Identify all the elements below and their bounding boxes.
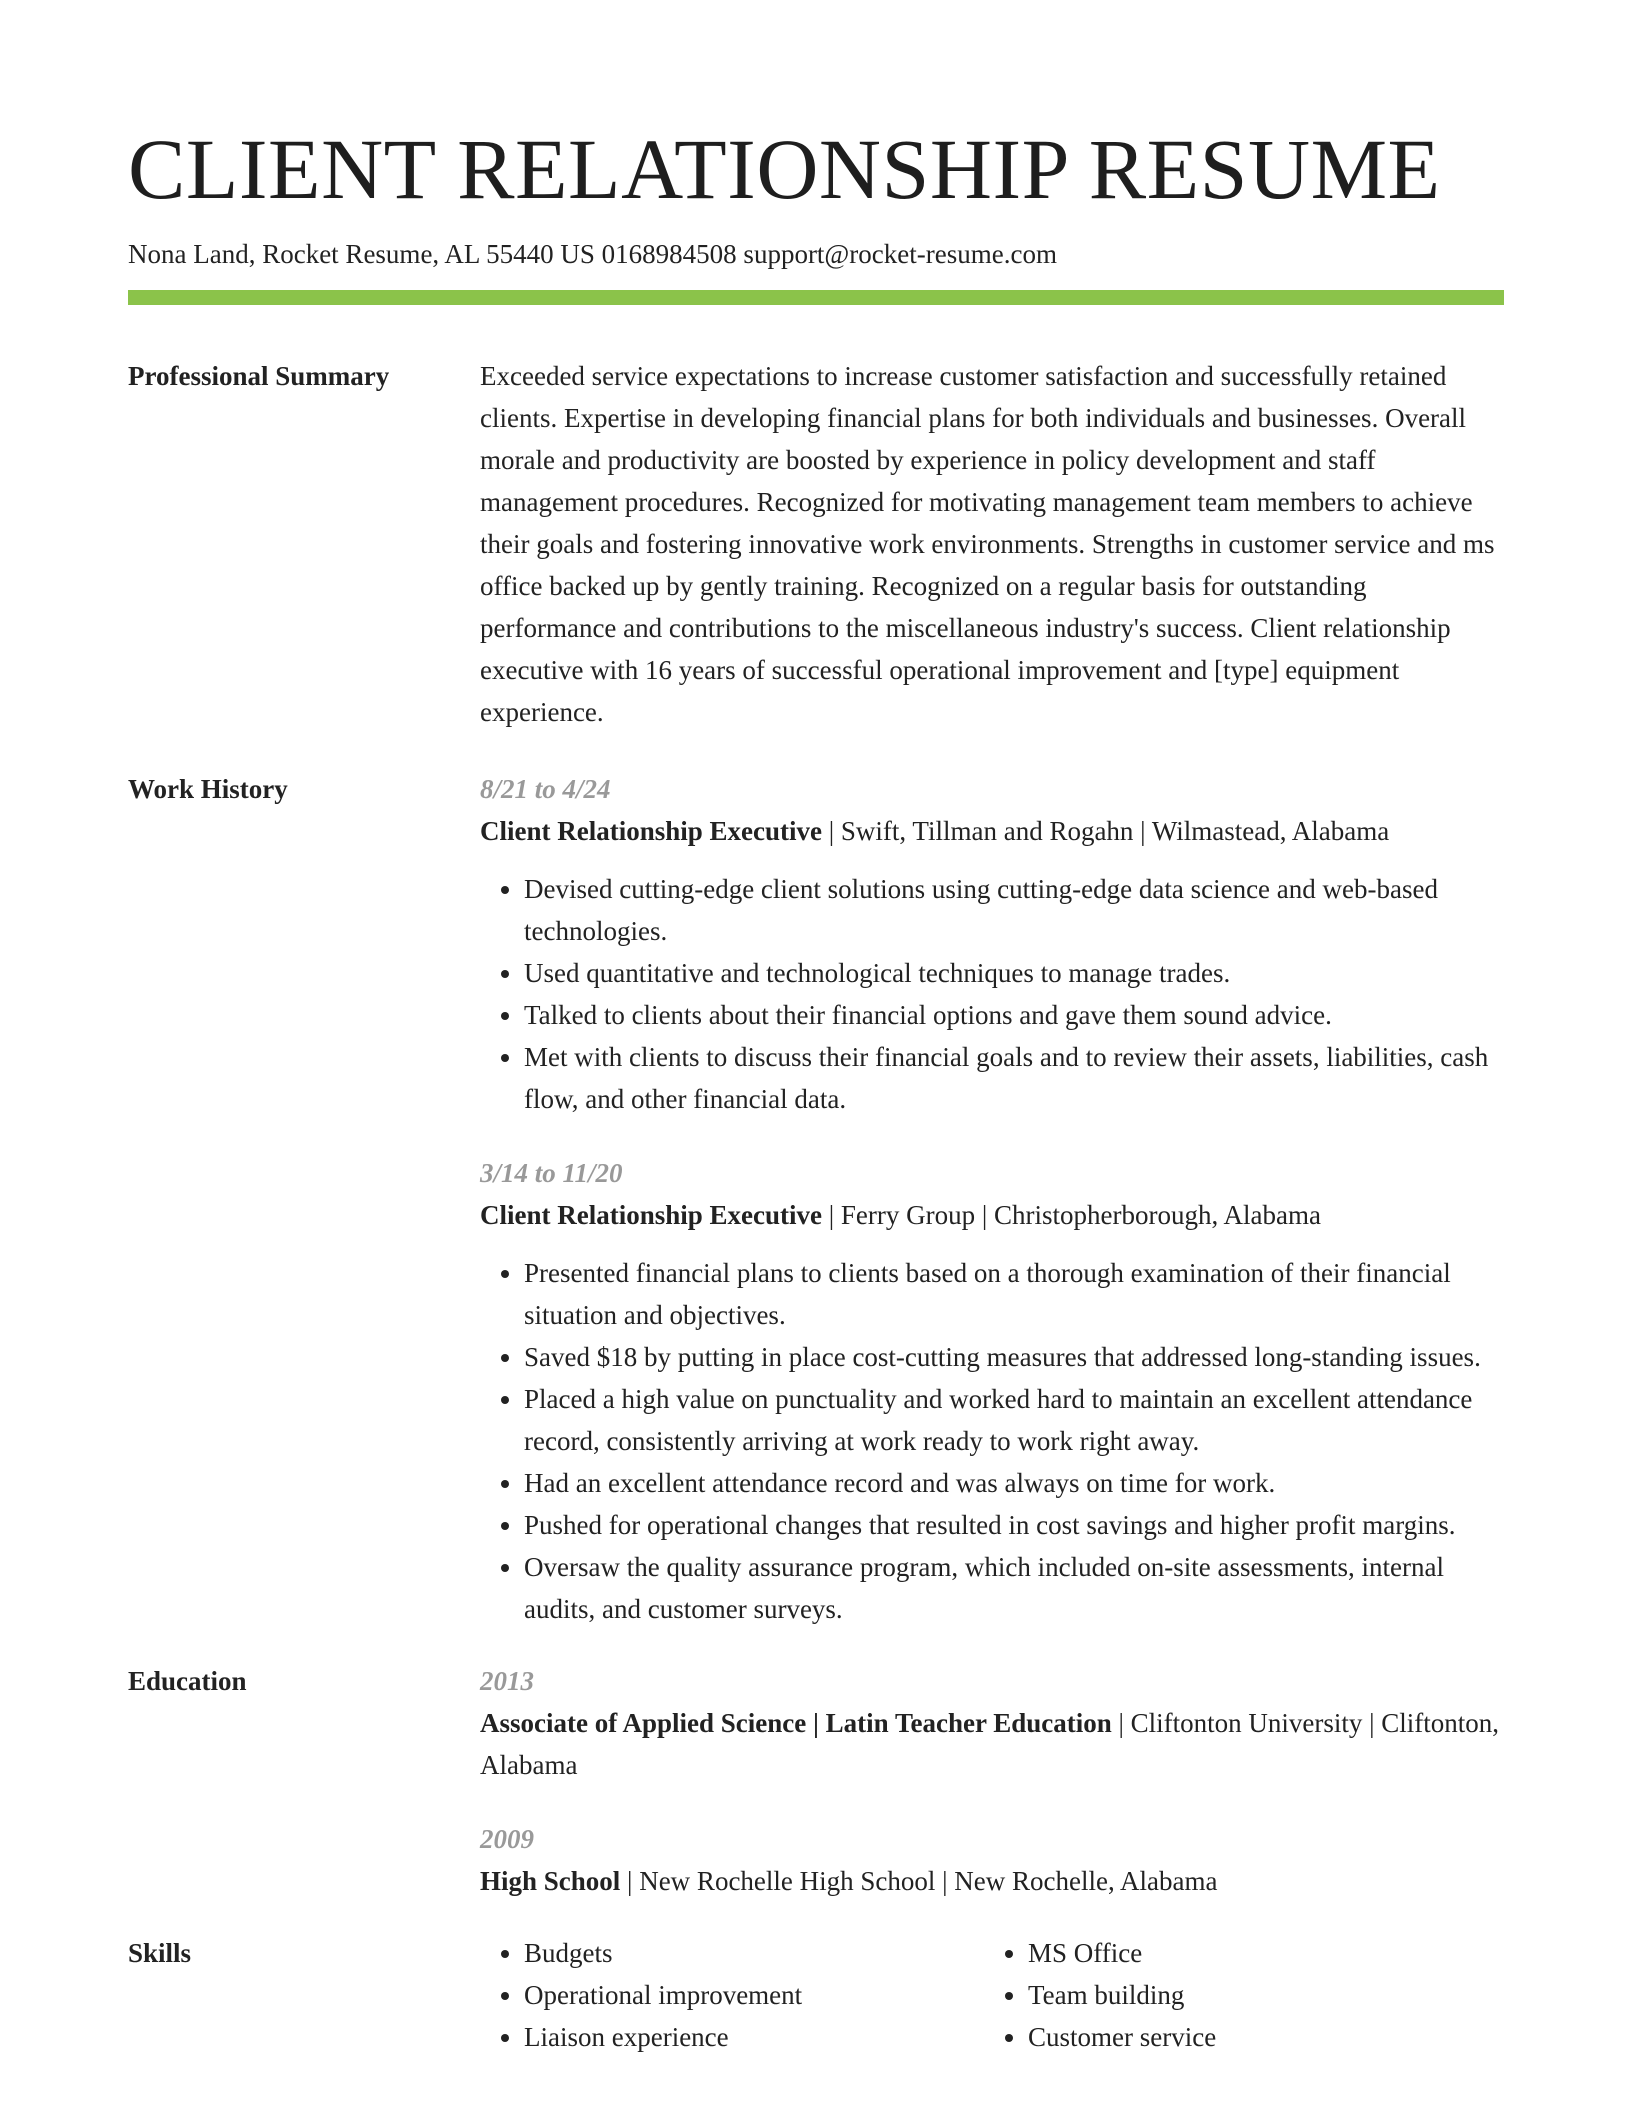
work-history-section: [128, 768, 1504, 1630]
skills-label: Skills: [128, 1938, 192, 1969]
job-bullets: [480, 1252, 1504, 1630]
job-entry: [480, 1152, 1504, 1630]
education-details: | New Rochelle High School | New Rochelle, Alabama: [620, 1866, 1218, 1897]
list-item: • Met with clients to discuss their financial goals and to review their assets, liabilities, cash flow, and other financial data.: [524, 1036, 1504, 1120]
list-item: • Budgets: [524, 1932, 984, 1974]
skills-section: [128, 1932, 1504, 2058]
list-item: • Talked to clients about their financial options and gave them sound advice.: [524, 994, 1504, 1036]
list-item: • Used quantitative and technological techniques to manage trades.: [524, 952, 1504, 994]
skills-list-right: [984, 1932, 1488, 2058]
education-line: [480, 1702, 1504, 1786]
skills-list-left: [480, 1932, 984, 2058]
education-year: 2009: [480, 1824, 534, 1855]
list-item: • Liaison experience: [524, 2016, 984, 2058]
list-item: • Customer service: [1028, 2016, 1488, 2058]
summary-text: Exceeded service expectations to increase customer satisfaction and successfully retained clients. Expertise in developing financial plans for both individuals and businesses. Overall morale and productivity are boosted by experience in policy development and staff management procedures. Recognized for motivating management team members to achieve their goals and fostering innovative work environments. Strengths in customer service and ms office backed up by gently training. Recognized on a regular basis for outstanding performance and contributions to the miscellaneous industry's success. Client relationship executive with 16 years of successful operational improvement and [type] equipment experience.: [480, 361, 1495, 728]
job-title-line: [480, 810, 1504, 852]
education-year: 2013: [480, 1666, 534, 1697]
education-entry: [480, 1818, 1504, 1902]
job-role: Client Relationship Executive: [480, 816, 822, 847]
list-item: • MS Office: [1028, 1932, 1488, 1974]
list-item: • Had an excellent attendance record and was always on time for work.: [524, 1462, 1504, 1504]
skills-grid: [480, 1932, 1504, 2058]
job-bullets: [480, 868, 1504, 1120]
list-item: • Team building: [1028, 1974, 1488, 2016]
list-item: • Pushed for operational changes that resulted in cost savings and higher profit margins.: [524, 1504, 1504, 1546]
education-degree: High School: [480, 1866, 621, 1897]
list-item: • Devised cutting-edge client solutions using cutting-edge data science and web-based technologies.: [524, 868, 1504, 952]
education-details: | Cliftonton University | Cliftonton, Alabama: [480, 1708, 1500, 1781]
job-dates: 3/14 to 11/20: [480, 1158, 623, 1189]
job-details: | Ferry Group | Christopherborough, Alabama: [822, 1200, 1321, 1231]
header-divider: [128, 290, 1504, 305]
resume-page: [128, 0, 1504, 2058]
contact-line: Nona Land, Rocket Resume, AL 55440 US 0168984508 support@rocket-resume.com: [128, 239, 1057, 269]
list-item: • Presented financial plans to clients based on a thorough examination of their financial situation and objectives.: [524, 1252, 1504, 1336]
list-item: • Oversaw the quality assurance program, which included on-site assessments, internal audits, and customer surveys.: [524, 1546, 1504, 1630]
job-title-line: [480, 1194, 1504, 1236]
job-details: | Swift, Tillman and Rogahn | Wilmastead, Alabama: [822, 816, 1390, 847]
job-dates: 8/21 to 4/24: [480, 774, 611, 805]
resume-title: CLIENT RELATIONSHIP RESUME: [128, 121, 1441, 217]
job-role: Client Relationship Executive: [480, 1200, 822, 1231]
education-entry: [480, 1660, 1504, 1786]
summary-label: Professional Summary: [128, 361, 390, 392]
education-degree: Associate of Applied Science | Latin Teacher Education: [480, 1708, 1112, 1739]
education-line: [480, 1860, 1504, 1902]
job-entry: [480, 768, 1504, 1120]
education-section: [128, 1660, 1504, 1902]
list-item: • Operational improvement: [524, 1974, 984, 2016]
summary-section: [128, 355, 1504, 733]
list-item: • Saved $18 by putting in place cost-cutting measures that addressed long-standing issues.: [524, 1336, 1504, 1378]
list-item: • Placed a high value on punctuality and worked hard to maintain an excellent attendance record, consistently arriving at work ready to work right away.: [524, 1378, 1504, 1462]
education-label: Education: [128, 1666, 247, 1697]
work-history-label: Work History: [128, 774, 288, 805]
